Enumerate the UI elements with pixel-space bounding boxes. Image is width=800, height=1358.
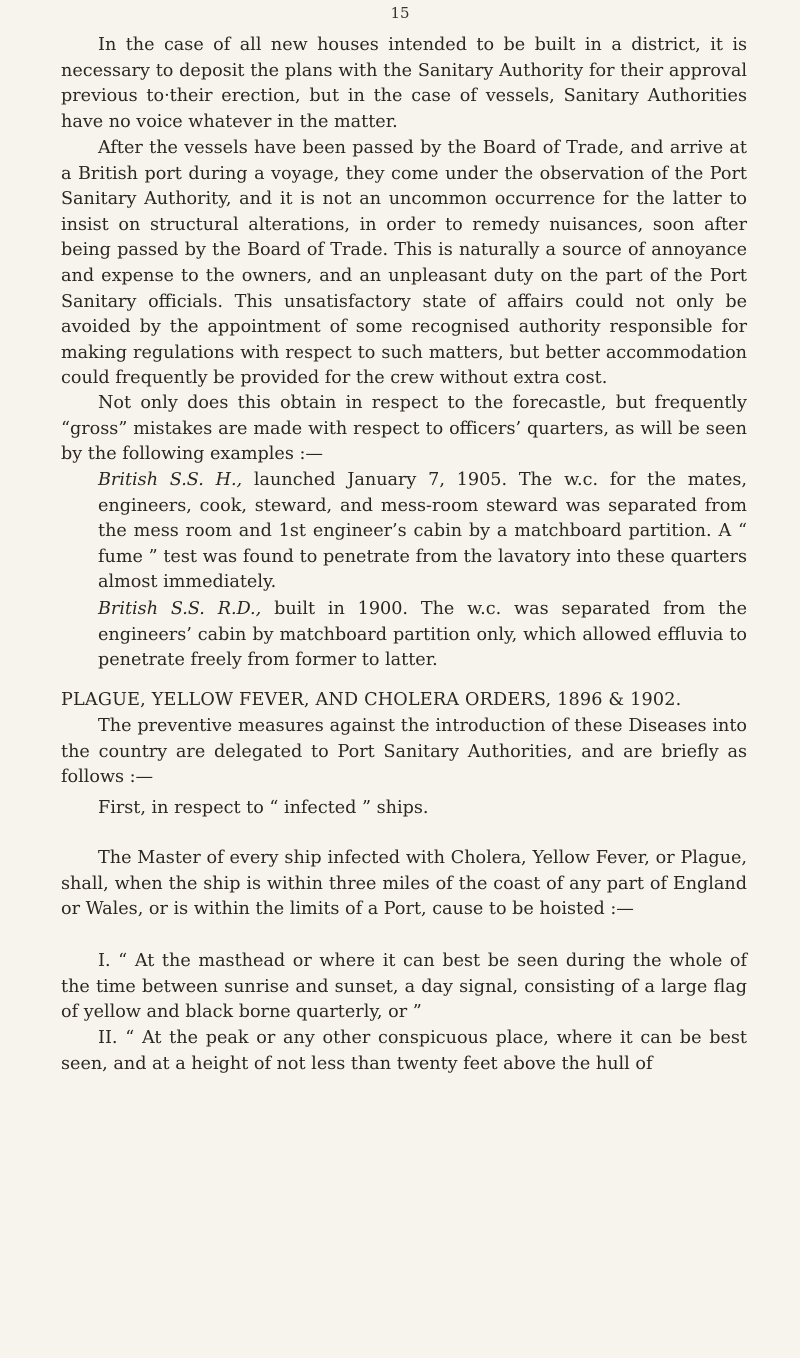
section-heading-orders: PLAGUE, YELLOW FEVER, AND CHOLERA ORDERS, 1896 & 1902. (61, 690, 682, 710)
example-ship-h-name: British S.S. H., (98, 470, 243, 490)
example-ship-h-text: launched January 7, 1905. The w.c. for the mates, engineers, cook, steward, and mess-room steward was separated from the mess room and 1st engineer’s cabin by a matchboard partition. A “ fume ” test was found to penetrate from the lavatory into these quarters almost immediately. (98, 470, 747, 593)
paragraph-master-of-ship: The Master of every ship infected with Cholera, Yellow Fever, or Plague, shall, when the ship is within three miles of the coast of any part of England or Wales, or is within the limits of a Port, cause to be hoisted :— (61, 848, 747, 920)
example-ship-h (61, 468, 747, 596)
example-ship-rd (61, 597, 747, 674)
paragraph-clause-one: I. “ At the masthead or where it can best be seen during the whole of the time between sunrise and sunset, a day signal, consisting of a large flag of yellow and black borne quarterly, or ” (61, 951, 747, 1023)
paragraph-infected-ships: First, in respect to “ infected ” ships. (98, 798, 429, 818)
example-ship-rd-name: British S.S. R.D., (98, 599, 262, 619)
paragraph-clause-two: II. “ At the peak or any other conspicuous place, where it can be best seen, and at a height of not less than twenty feet above the hull of (61, 1028, 747, 1074)
paragraph-officers-quarters: Not only does this obtain in respect to the forecastle, but frequently “gross” mistakes are made with respect to officers’ quarters, as will be seen by the following examples :— (61, 393, 747, 465)
page-number: 15 (390, 4, 410, 22)
paragraph-new-houses: In the case of all new houses intended to be built in a district, it is necessary to deposit the plans with the Sanitary Authority for their approval previous to·their erection, but in the case of vessels, Sanitary Authorities have no voice whatever in the matter. (61, 35, 747, 132)
paragraph-port-sanitary-authority: After the vessels have been passed by the Board of Trade, and arrive at a British port during a voyage, they come under the observation of the Port Sanitary Authority, and it is not an uncommon occurrence for the latter to insist on structural alterations, in order to remedy nuisances, soon after being passed by the Board of Trade. This is naturally a source of annoyance and expense to the owners, and an unpleasant duty on the part of the Port Sanitary officials. This unsatisfactory state of affairs could not only be avoided by the appointment of some recognised authority responsible for making regulations with respect to such matters, but better accommodation could frequently be provided for the crew without extra cost. (61, 138, 747, 389)
paragraph-preventive-measures: The preventive measures against the introduction of these Diseases into the country are delegated to Port Sanitary Authorities, and are briefly as follows :— (61, 716, 747, 788)
example-ship-rd-text: built in 1900. The w.c. was separated from the engineers’ cabin by matchboard partition only, which allowed effluvia to penetrate freely from former to latter. (98, 599, 747, 671)
